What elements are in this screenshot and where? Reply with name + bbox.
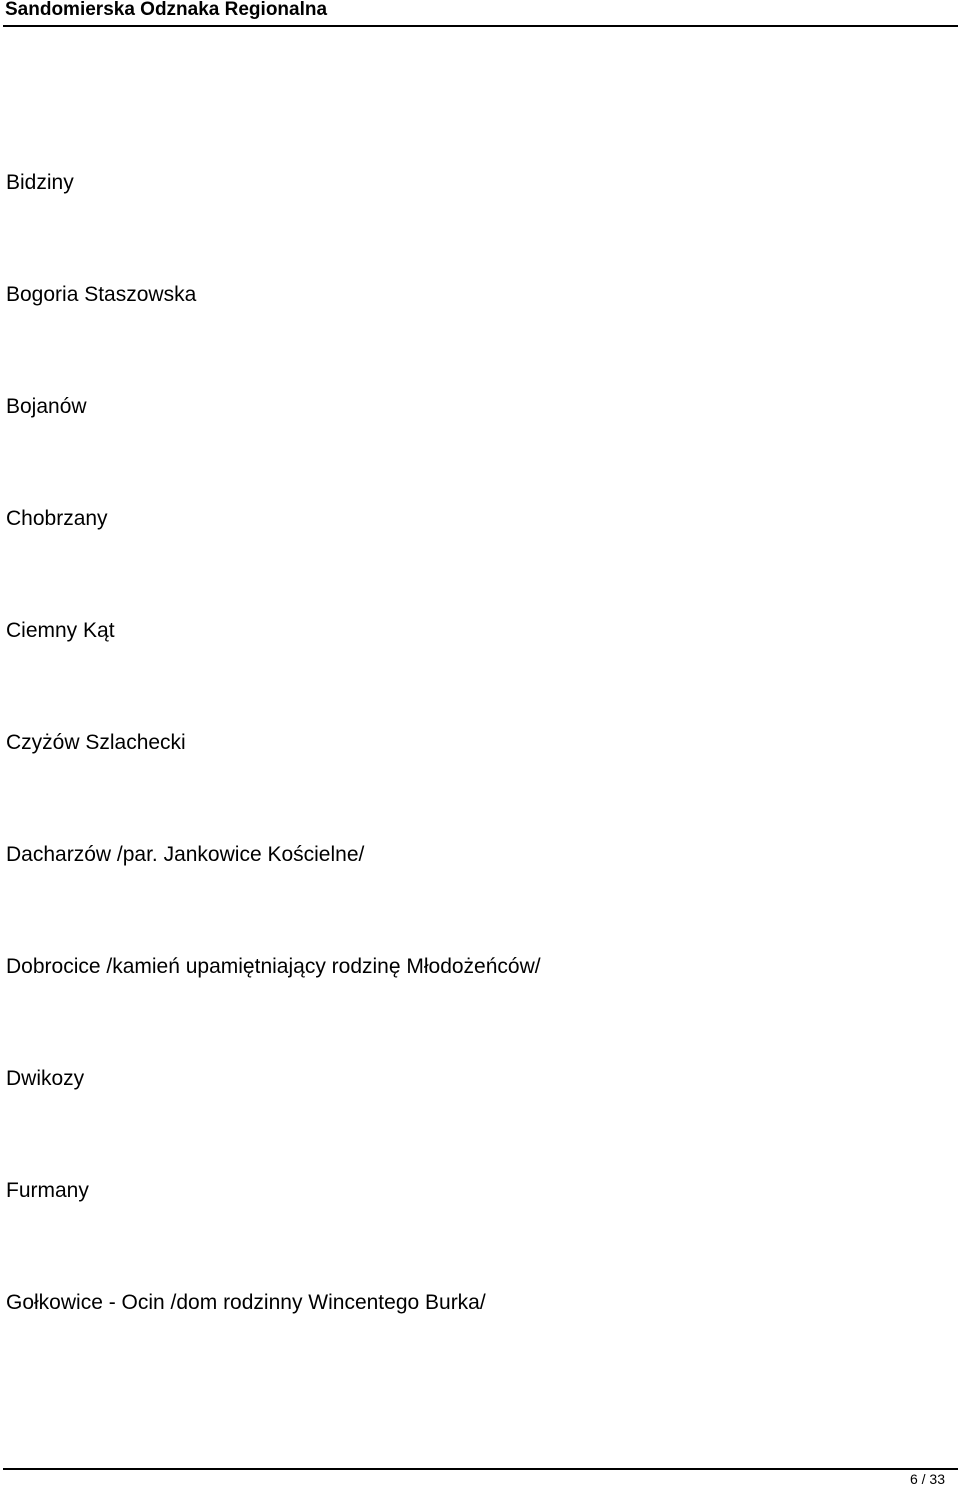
list-item: Dobrocice /kamień upamiętniający rodzinę Młodożeńców/ <box>6 955 541 978</box>
place-list <box>6 169 541 1401</box>
page-number: 6 / 33 <box>909 1471 945 1487</box>
list-item: Furmany <box>6 1179 89 1202</box>
list-item: Bojanów <box>6 395 87 418</box>
list-item: Dacharzów /par. Jankowice Kościelne/ <box>6 843 365 866</box>
list-item: Chobrzany <box>6 507 108 530</box>
list-item: Bidziny <box>6 171 74 194</box>
list-item: Bogoria Staszowska <box>6 283 197 306</box>
footer-divider <box>3 1468 958 1470</box>
list-item: Czyżów Szlachecki <box>6 731 186 754</box>
header-divider <box>3 25 958 27</box>
document-title: Sandomierska Odznaka Regionalna <box>5 0 328 20</box>
list-item: Gołkowice - Ocin /dom rodzinny Wincentego Burka/ <box>6 1291 486 1314</box>
list-item: Dwikozy <box>6 1067 85 1090</box>
list-item: Ciemny Kąt <box>6 619 115 642</box>
